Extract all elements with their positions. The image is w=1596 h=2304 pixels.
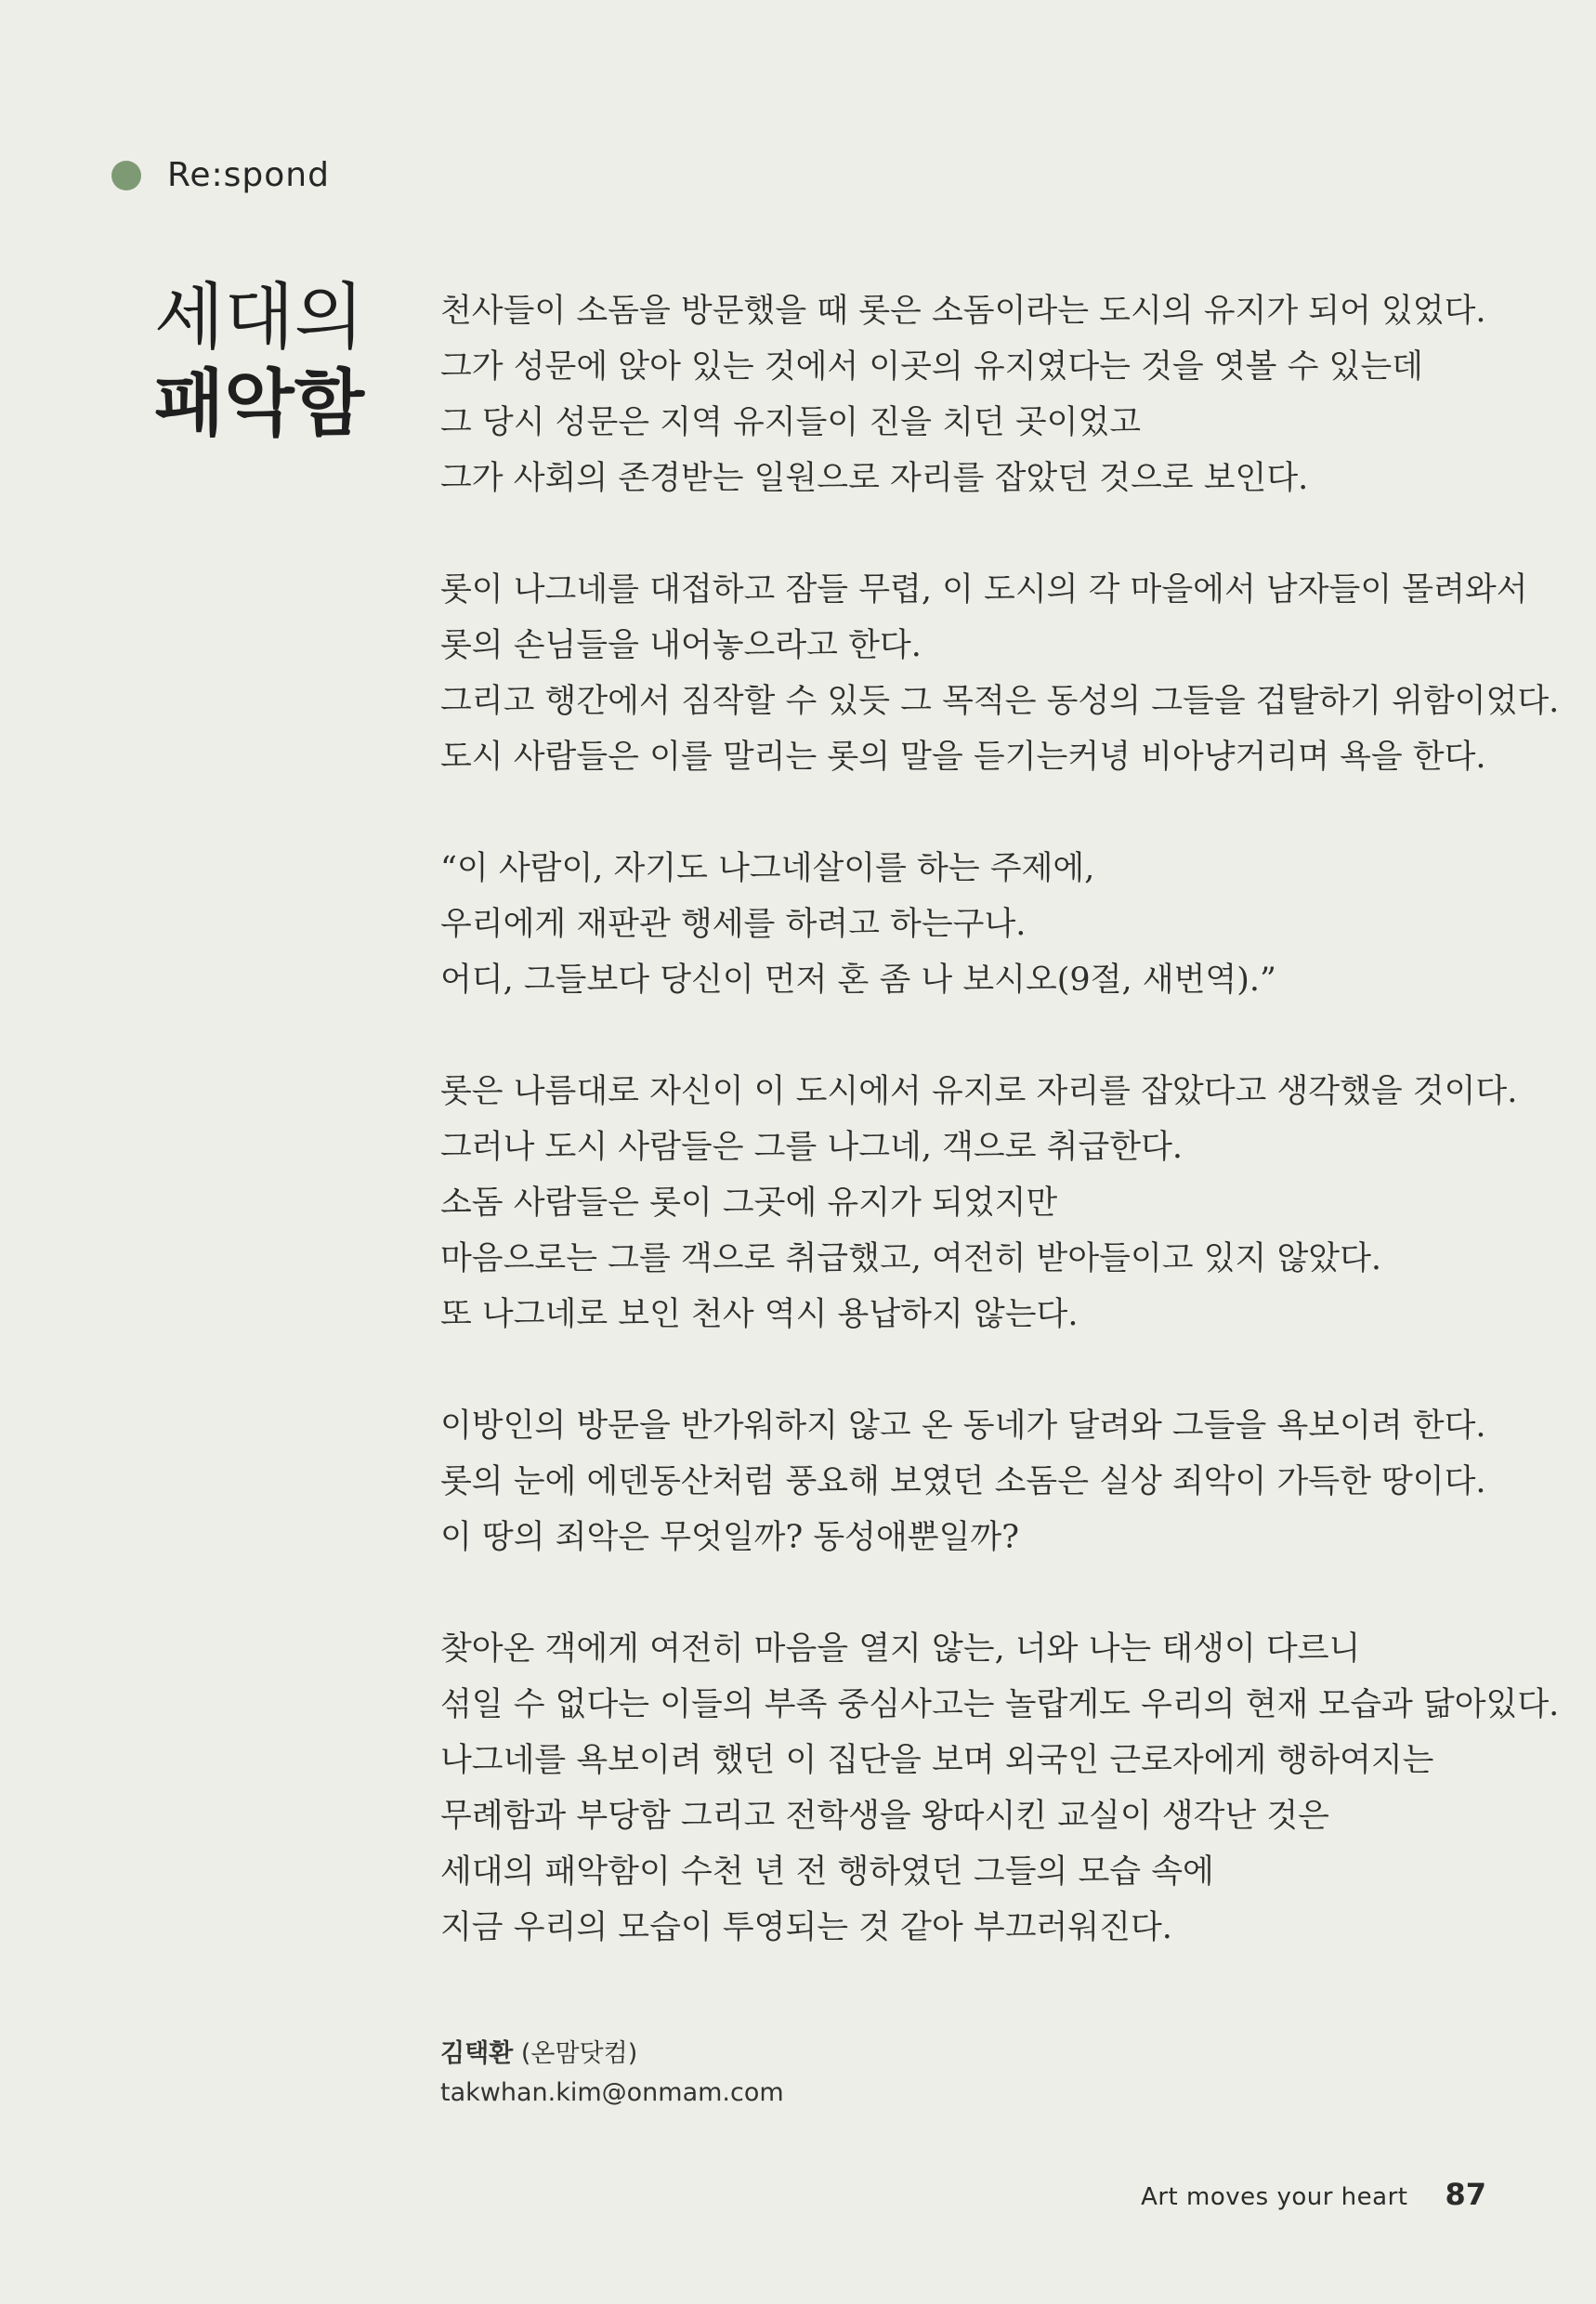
section-label: Re:spond [167,156,330,194]
body-line: 도시 사람들은 이를 말리는 롯의 말을 듣기는커녕 비아냥거리며 욕을 한다. [440,739,1486,776]
body-line: 무례함과 부당함 그리고 전학생을 왕따시킨 교실이 생각난 것은 [440,1798,1329,1835]
body-line: 그리고 행간에서 짐작할 수 있듯 그 목적은 동성의 그들을 겁탈하기 위함이었다. [440,683,1560,720]
body-line: 천사들이 소돔을 방문했을 때 롯은 소돔이라는 도시의 유지가 되어 있었다. [440,293,1486,330]
body-line: 또 나그네로 보인 천사 역시 용납하지 않는다. [440,1296,1079,1333]
body-line: 어디, 그들보다 당신이 먼저 혼 좀 나 보시오(9절, 새번역).” [440,962,1276,999]
body-line: 롯은 나름대로 자신이 이 도시에서 유지로 자리를 잡았다고 생각했을 것이다. [440,1073,1518,1110]
section-header [111,156,330,194]
author-byline [440,2035,784,2074]
body-line: 그 당시 성문은 지역 유지들이 진을 치던 곳이었고 [440,404,1142,441]
paragraph-quote [440,841,1537,1008]
body-line: 소돔 사람들은 롯이 그곳에 유지가 되었지만 [440,1185,1058,1222]
body-line: “이 사람이, 자기도 나그네살이를 하는 주제에, [440,850,1095,887]
author-name: 김택환 [440,2039,514,2068]
article-title [154,276,365,446]
paragraph [440,1064,1537,1342]
section-dot-icon [111,161,141,190]
footer-tagline: Art moves your heart [1141,2183,1408,2211]
body-line: 우리에게 재판관 행세를 하려고 하는구나. [440,906,1027,943]
body-line: 롯의 손님들을 내어놓으라고 한다. [440,627,922,664]
body-line: 그가 성문에 앉아 있는 것에서 이곳의 유지였다는 것을 엿볼 수 있는데 [440,348,1423,386]
article-body [440,283,1560,2011]
body-line: 섞일 수 없다는 이들의 부족 중심사고는 놀랍게도 우리의 현재 모습과 닮아있다. [440,1686,1560,1723]
body-line: 지금 우리의 모습이 투영되는 것 같아 부끄러워진다. [440,1909,1172,1946]
paragraph [440,1621,1560,1956]
body-line: 세대의 패악함이 수천 년 전 행하였던 그들의 모습 속에 [440,1853,1214,1891]
title-line-1: 세대의 [154,276,365,360]
body-line: 이 땅의 죄악은 무엇일까? 동성애뿐일까? [440,1519,1019,1556]
page-number: 87 [1445,2177,1486,2212]
body-line: 찾아온 객에게 여전히 마음을 열지 않는, 너와 나는 태생이 다르니 [440,1630,1361,1668]
body-line: 롯이 나그네를 대접하고 잠들 무렵, 이 도시의 각 마을에서 남자들이 몰려와서 [440,571,1528,609]
body-line: 나그네를 욕보이려 했던 이 집단을 보며 외국인 근로자에게 행하여지는 [440,1742,1434,1779]
paragraph [440,1398,1537,1565]
body-line: 이방인의 방문을 반가워하지 않고 온 동네가 달려와 그들을 욕보이려 한다. [440,1407,1486,1445]
body-line: 롯의 눈에 에덴동산처럼 풍요해 보였던 소돔은 실상 죄악이 가득한 땅이다. [440,1463,1486,1500]
body-line: 그러나 도시 사람들은 그를 나그네, 객으로 취급한다. [440,1129,1184,1166]
body-line: 그가 사회의 존경받는 일원으로 자리를 잡았던 것으로 보인다. [440,460,1309,497]
paragraph [440,562,1560,785]
author-block [440,2035,784,2113]
paragraph [440,283,1537,506]
body-line: 마음으로는 그를 객으로 취급했고, 여전히 받아들이고 있지 않았다. [440,1240,1382,1277]
author-affiliation: (온맘닷컴) [520,2039,638,2068]
author-email: takwhan.kim@onmam.com [440,2078,784,2107]
title-line-2: 패악함 [154,360,365,446]
page-footer [1141,2177,1486,2212]
